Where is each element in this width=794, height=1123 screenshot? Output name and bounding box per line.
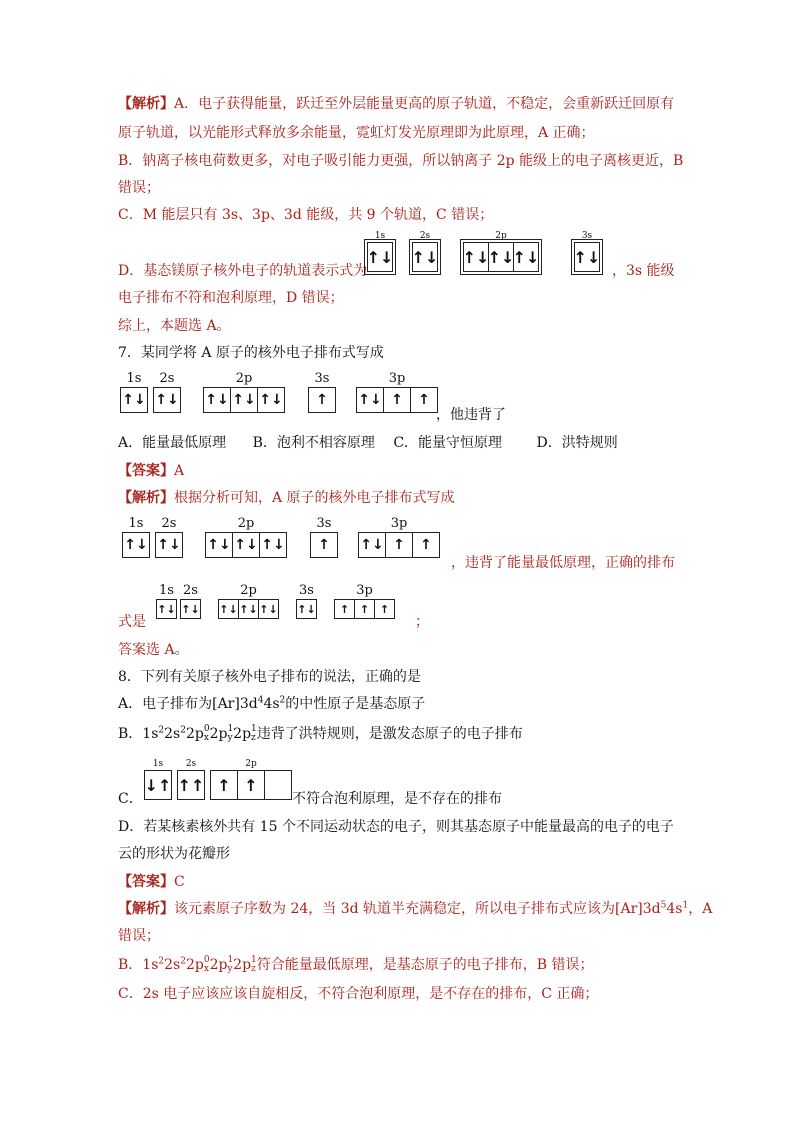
q7-analysis-line-3-tail: ； <box>415 614 429 630</box>
q7-analysis-line-1: 【解析】根据分析可知，A 原子的核外电子排布式写成 <box>118 490 455 506</box>
orbital-box: ↑↓ <box>155 392 179 408</box>
orbital-group-1s <box>156 584 177 619</box>
orbital-label: 1s <box>374 231 386 241</box>
q8-option-d-line-1: D．若某核素核外共有 15 个不同运动状态的电子，则其基态原子中能量最高的电子的电子 <box>118 819 674 835</box>
q7-option-c: C．能量守恒原理 <box>393 435 503 451</box>
orbital-box: ↑↓ <box>157 602 176 616</box>
q7-analysis-line-3: 式是 <box>118 614 146 630</box>
orbital-label: 2p <box>235 371 253 386</box>
orbital-box: ↑ <box>335 600 355 618</box>
q6-analysis-line-6-tail: ，3s 能级 <box>612 263 675 279</box>
orbital-box: ↑↓ <box>204 388 231 412</box>
orbital-box: ↑↓ <box>357 388 384 412</box>
orbital-group-3s <box>308 372 336 413</box>
q8-analysis-line-4: C．2s 电子应该应该自旋相反，不符合泡利原理，是不存在的排布，C 正确； <box>118 986 599 1002</box>
orbital-label: 3s <box>581 231 593 241</box>
orbital-label: 2s <box>419 231 431 241</box>
orbital-label: 1s <box>126 371 142 386</box>
orbital-label: 2s <box>161 516 177 531</box>
orbital-box: ↓↑ <box>144 775 172 795</box>
q8-option-d-line-2: 云的形状为花瓣形 <box>118 846 230 862</box>
q7-summary: 答案选 A。 <box>118 642 189 658</box>
q6-summary: 综上，本题选 A。 <box>118 318 231 334</box>
q8-answer: 【答案】C <box>118 874 185 890</box>
orbital-group-3p <box>356 372 438 413</box>
orbital-box: ↑ <box>355 600 375 618</box>
orbital-box: ↑ <box>316 392 328 408</box>
q7-correct-diagram <box>156 584 395 619</box>
q7-stem-tail: ，他违背了 <box>436 407 506 423</box>
orbital-box: ↑↓ <box>124 537 148 553</box>
orbital-group-3s <box>574 231 600 272</box>
orbital-box: ↑↓ <box>489 243 514 271</box>
q8-analysis-line-2: 错误； <box>118 928 160 944</box>
orbital-group-2s <box>180 584 201 619</box>
orbital-label: 3p <box>356 583 373 598</box>
orbital-label: 2s <box>185 759 197 769</box>
orbital-group-2s <box>153 372 181 413</box>
q6-analysis-line-6: D．基态镁原子核外电子的轨道表示式为 <box>118 263 368 279</box>
orbital-label: 2s <box>159 371 175 386</box>
orbital-box: ↑↓ <box>359 533 386 557</box>
orbital-label: 2p <box>495 231 507 241</box>
orbital-box: ↑↓ <box>366 247 394 267</box>
q6-analysis-line-1: 【解析】A．电子获得能量，跃迁至外层能量更高的原子轨道，不稳定，会重新跃迁回原有 <box>118 96 675 112</box>
orbital-box: ↑ <box>420 537 432 553</box>
orbital-group-1s <box>367 231 393 272</box>
orbital-box <box>265 771 291 799</box>
orbital-group-2p <box>205 517 287 558</box>
orbital-group-3p <box>358 517 440 558</box>
orbital-label: 3p <box>388 371 406 386</box>
orbital-label: 2p <box>240 583 257 598</box>
orbital-box: ↑↓ <box>219 600 239 618</box>
orbital-box: ↑ <box>418 392 430 408</box>
q8-option-b-config: $^22s^22p$ 0 x 2p 1 y 2p 1 z <box>158 724 257 743</box>
q6-analysis-line-7: 电子排布不符和泡利原理，D 错误； <box>118 290 344 306</box>
q7-option-a: A．能量最低原理 <box>118 435 227 451</box>
orbital-label: 3s <box>316 516 332 531</box>
orbital-label: 1s <box>128 516 144 531</box>
q7-analysis-wrong-diagram <box>122 517 440 558</box>
orbital-box: ↑↓ <box>261 537 285 553</box>
q7-stem: 7．某同学将 A 原子的核外电子排布式写成 <box>118 345 384 361</box>
orbital-box: ↑↓ <box>573 247 601 267</box>
orbital-group-2s <box>412 231 438 272</box>
orbital-box: ↑↓ <box>233 533 260 557</box>
q8-option-a: A．电子排布为$[Ar]3d^44s^2$的中性原子是基态原子 <box>118 695 426 712</box>
q7-analysis-line-2-tail: ，违背了能量最低原理，正确的排布 <box>451 555 675 571</box>
q8-analysis-line-1: 【解析】该元素原子序数为 24，当 3d 轨道半充满稳定，所以电子排布式应该为$[Ar]3d^54s^1$，A <box>118 900 713 917</box>
q8-analysis-line-3: B．$1s^22s^22p$ 0 x 2p 1 y 2p 1 z 符合能量最低原理，是基态原子的电子排布，B 错误； <box>118 955 594 974</box>
orbital-label: 1s <box>159 583 174 598</box>
orbital-box: ↑↓ <box>157 537 181 553</box>
orbital-label: 3p <box>390 516 408 531</box>
orbital-group-2s <box>177 759 205 800</box>
orbital-box: ↑ <box>386 533 413 557</box>
q6-analysis-line-2: 原子轨道，以光能形式释放多余能量，霓虹灯发光原理即为此原理，A 正确； <box>118 125 595 141</box>
orbital-label: 3s <box>299 583 314 598</box>
orbital-box: ↑↓ <box>297 602 316 616</box>
orbital-label: 3s <box>314 371 330 386</box>
orbital-box: ↑ <box>238 771 265 799</box>
q7-wrong-diagram <box>120 372 438 413</box>
orbital-group-3s <box>310 517 338 558</box>
q7-options <box>118 433 618 453</box>
q6-analysis-line-4: 错误； <box>118 180 160 196</box>
q7-option-d: D．洪特规则 <box>536 435 618 451</box>
orbital-group-2p <box>203 372 285 413</box>
orbital-group-2p <box>210 759 292 800</box>
q6-analysis-line-5: C．M 能层只有 3s、3p、3d 能级，共 9 个轨道，C 错误； <box>118 207 494 223</box>
orbital-label: 2s <box>183 583 198 598</box>
orbital-box: ↑↓ <box>259 392 283 408</box>
q8-option-b: B．$1s^22s^22p$ 0 x 2p 1 y 2p 1 z 违背了洪特规则，是激发态原子的电子排布 <box>118 724 523 743</box>
orbital-group-3p <box>334 584 395 619</box>
orbital-box: ↑↓ <box>206 533 233 557</box>
orbital-box: ↑↓ <box>411 247 439 267</box>
orbital-label: 2p <box>237 516 255 531</box>
orbital-box: ↑↓ <box>181 602 200 616</box>
orbital-label: 2p <box>245 759 257 769</box>
orbital-box: ↑↓ <box>231 388 258 412</box>
orbital-box: ↑ <box>211 771 238 799</box>
q8-analysis-config: $^22s^22p$ 0 x 2p 1 y 2p 1 z <box>158 955 257 974</box>
q8-option-c-tail: 不符合泡利原理，是不存在的排布 <box>292 791 502 807</box>
q6-analysis-line-3: B．钠离子核电荷数更多，对电子吸引能力更强，所以钠离子 2p 能级上的电子离核更近，B <box>118 153 684 169</box>
orbital-box: ↑ <box>384 388 411 412</box>
orbital-box: ↑ <box>379 602 390 616</box>
q8-stem: 8．下列有关原子核外电子排布的说法，正确的是 <box>118 669 421 685</box>
orbital-group-2p <box>463 231 539 272</box>
orbital-box: ↑ <box>318 537 330 553</box>
orbital-group-2s <box>155 517 183 558</box>
orbital-group-2p <box>218 584 279 619</box>
q8-option-c-diagram <box>144 759 292 800</box>
orbital-group-1s <box>120 372 148 413</box>
orbital-box: ↑↓ <box>239 600 259 618</box>
mg-orbital-diagram <box>367 231 600 272</box>
orbital-group-3s <box>296 584 317 619</box>
orbital-box: ↑↓ <box>464 243 489 271</box>
orbital-box: ↑↓ <box>259 602 278 616</box>
q7-option-b: B．泡利不相容原理 <box>252 435 375 451</box>
orbital-box: ↑↑ <box>177 775 205 795</box>
orbital-label: 1s <box>152 759 164 769</box>
orbital-group-1s <box>122 517 150 558</box>
orbital-group-1s <box>144 759 172 800</box>
q8-option-c: C． <box>118 791 143 807</box>
orbital-box: ↑↓ <box>512 247 540 267</box>
q7-answer: 【答案】A <box>118 463 185 479</box>
orbital-box: ↑↓ <box>122 392 146 408</box>
